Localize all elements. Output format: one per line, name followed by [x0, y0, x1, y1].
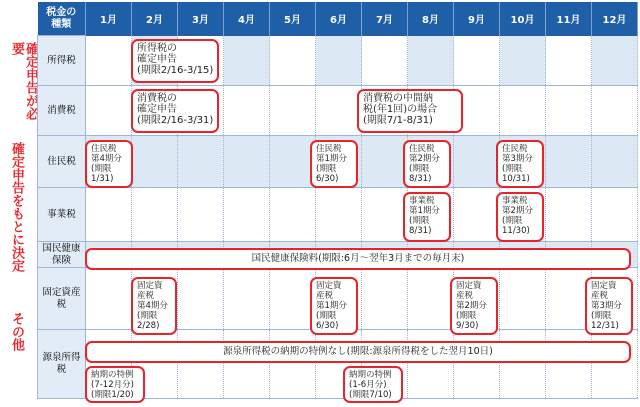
month-header: 4月	[224, 2, 270, 36]
month-header: 12月	[592, 2, 638, 36]
note-jumin-1: 住民税 第1期分 (期限 6/30)	[310, 140, 358, 188]
note-shohi-chukan: 消費税の中間納 税(年1回)の場合 (期限7/1-8/31)	[357, 89, 463, 133]
side-label-kakutei: 確定申告が必要	[9, 42, 38, 120]
side-label-kakutei-moto: 確定申告をもとに決定	[9, 142, 24, 272]
row-header-kokumin: 国民健康保険	[38, 242, 86, 268]
month-header: 2月	[132, 2, 178, 36]
header-corner: 税金の 種類	[38, 2, 86, 36]
note-jigyo-2: 事業税 第2期分 (期限 11/30)	[496, 192, 544, 242]
note-gensen-tokurei-7: 納期の特例 (1-6月分) (期限7/10)	[343, 366, 403, 403]
month-header: 5月	[270, 2, 316, 36]
row-header-shotoku: 所得税	[38, 36, 86, 86]
note-jigyo-1: 事業税 第1期分 (期限 8/31)	[403, 192, 451, 242]
month-header: 11月	[546, 2, 592, 36]
note-jumin-3: 住民税 第3期分 (期限 10/31)	[496, 140, 544, 188]
note-shohi-kakutei: 消費税の 確定申告 (期限2/16-3/31)	[131, 89, 219, 133]
row-header-shohi: 消費税	[38, 86, 86, 136]
note-gensen-tokurei-1: 納期の特例 (7-12月分) (期限1/20)	[85, 366, 145, 403]
note-jumin-2: 住民税 第2期分 (期限 8/31)	[403, 140, 451, 188]
month-header: 7月	[362, 2, 408, 36]
month-header: 9月	[454, 2, 500, 36]
month-header: 3月	[178, 2, 224, 36]
tax-calendar	[37, 2, 638, 399]
month-header: 10月	[500, 2, 546, 36]
note-jumin-4: 住民税 第4期分 (期限 1/31)	[85, 140, 133, 188]
row-header-kotei: 固定資産税	[38, 268, 86, 330]
note-gensen-nashi: 源泉所得税の納期の特例なし(期限:源泉所得税をした翌月10日)	[85, 341, 631, 363]
note-kokumin-hoken: 国民健康保険料(期限:6月〜翌年3月までの毎月末)	[85, 248, 631, 270]
row-header-gensen: 源泉所得税	[38, 330, 86, 399]
month-header: 1月	[86, 2, 132, 36]
note-kotei-4: 固定資 産税 第4期分 (期限 2/28)	[131, 277, 177, 335]
row-header-jigyo: 事業税	[38, 188, 86, 242]
note-kotei-1: 固定資 産税 第1期分 (期限 6/30)	[310, 277, 358, 335]
side-label-sonota: その他	[9, 312, 24, 351]
note-kotei-3: 固定資 産税 第3期分 (期限 12/31)	[585, 277, 633, 335]
note-shotoku-kakutei: 所得税の 確定申告 (期限2/16-3/15)	[131, 39, 219, 83]
note-kotei-2: 固定資 産税 第2期分 (期限 9/30)	[450, 277, 498, 335]
month-header: 8月	[408, 2, 454, 36]
row-header-jumin: 住民税	[38, 136, 86, 188]
month-header: 6月	[316, 2, 362, 36]
